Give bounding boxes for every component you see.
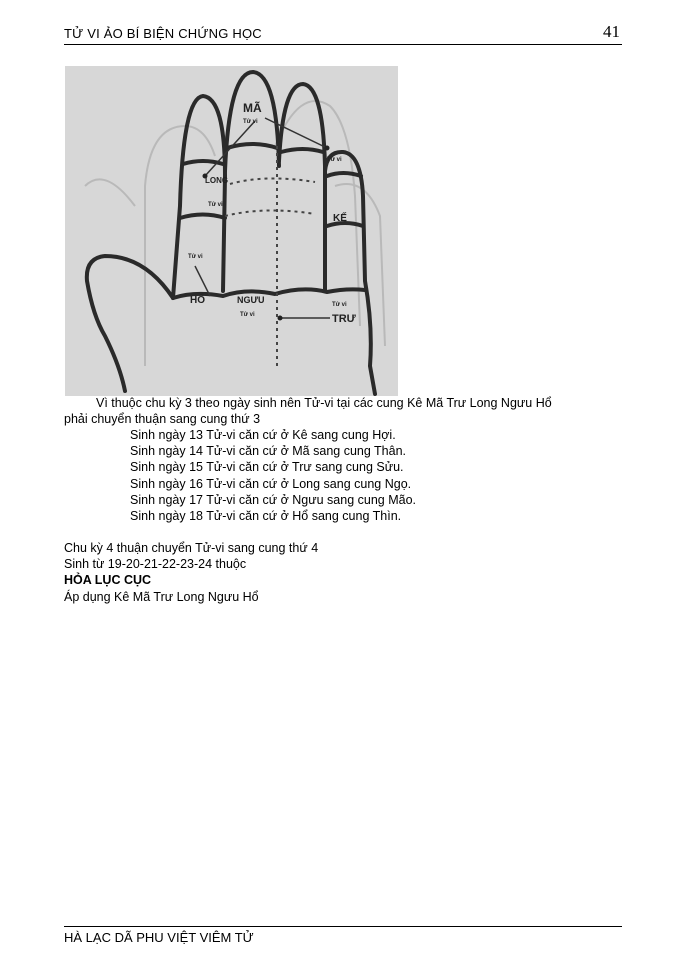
section-heading: HỎA LỤC CỤC bbox=[64, 573, 152, 588]
birthday-list bbox=[130, 427, 416, 524]
label-ke: KẾ bbox=[333, 213, 347, 224]
page-number: 41 bbox=[603, 22, 620, 41]
label-tuvi-nguu: Tử vi bbox=[240, 312, 255, 318]
page-header bbox=[64, 22, 622, 45]
birth-days-line: Sinh từ 19-20-21-22-23-24 thuộc bbox=[64, 557, 247, 572]
list-item: Sinh ngày 18 Tử-vi căn cứ ở Hổ sang cung Thìn. bbox=[130, 509, 402, 524]
hand-outline bbox=[87, 72, 375, 394]
page-footer bbox=[64, 926, 622, 945]
label-nguu: NGƯU bbox=[237, 295, 265, 305]
label-tuvi-left: Tử vi bbox=[188, 254, 203, 260]
hand-diagram bbox=[65, 66, 398, 396]
cycle-line: Chu kỳ 4 thuận chuyển Tử-vi sang cung thứ 4 bbox=[64, 541, 319, 555]
list-item: Sinh ngày 16 Tử-vi căn cứ ở Long sang cung Ngọ. bbox=[130, 476, 412, 491]
list-item: Sinh ngày 15 Tử-vi căn cứ ở Trư sang cung Sửu. bbox=[130, 460, 404, 475]
cycle-section bbox=[64, 540, 318, 605]
background-hand-sketch bbox=[85, 101, 385, 366]
footer-text: HÀ LẠC DÃ PHU VIỆT VIÊM TỬ bbox=[64, 930, 254, 945]
paragraph-line-2: phải chuyển thuận sang cung thứ 3 bbox=[64, 412, 261, 427]
paragraph-line-1: Vì thuộc chu kỳ 3 theo ngày sinh nên Tử-vi tại các cung Kê Mã Trư Long Ngưu Hổ bbox=[96, 396, 552, 410]
label-tuvi-ma: Tử vi bbox=[243, 119, 258, 125]
list-item: Sinh ngày 13 Tử-vi căn cứ ở Kê sang cung Hợi. bbox=[130, 428, 396, 442]
label-ho: HỔ bbox=[190, 295, 205, 306]
label-long: LONG bbox=[205, 176, 229, 185]
hand-drawing bbox=[65, 66, 398, 396]
header-title: TỬ VI ẢO BÍ BIỆN CHỨNG HỌC bbox=[64, 26, 262, 41]
list-item: Sinh ngày 14 Tử-vi căn cứ ở Mã sang cung Thân. bbox=[130, 444, 407, 459]
label-tuvi-long: Tử vi bbox=[208, 202, 223, 208]
label-tuvi-tru: Tử vi bbox=[332, 302, 347, 308]
label-ma: MÃ bbox=[243, 101, 262, 115]
label-tru: TRƯ bbox=[332, 313, 356, 325]
apply-line: Áp dụng Kê Mã Trư Long Ngưu Hổ bbox=[64, 589, 259, 604]
paragraph-intro bbox=[64, 395, 552, 427]
label-tuvi-right: Tử vi bbox=[327, 157, 342, 163]
list-item: Sinh ngày 17 Tử-vi căn cứ ở Ngưu sang cung Mão. bbox=[130, 492, 416, 507]
dotted-guides bbox=[225, 146, 315, 366]
